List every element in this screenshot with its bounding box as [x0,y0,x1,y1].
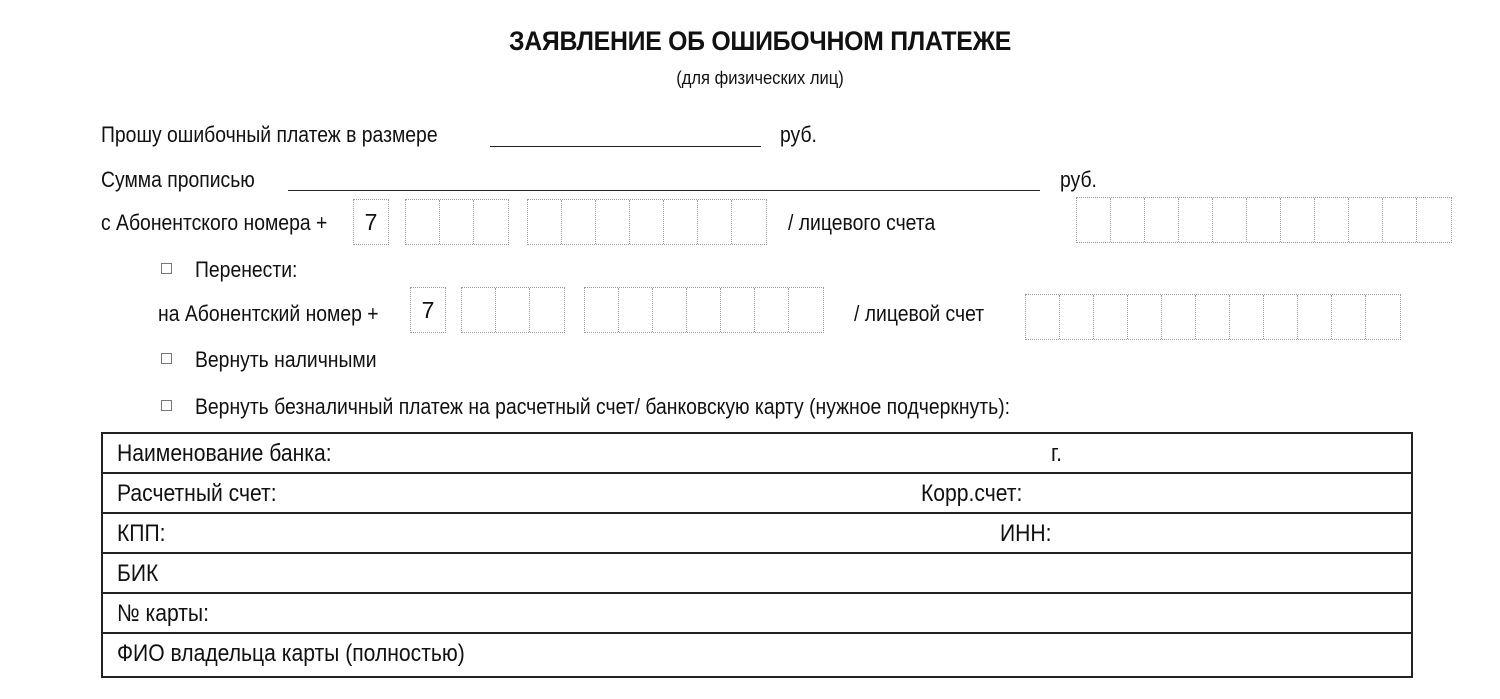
digit-cell[interactable] [1213,198,1247,242]
bank-city-label: г. [1051,440,1062,467]
digit-cell[interactable] [1298,295,1332,339]
digit-cell[interactable] [789,288,823,332]
digit-cell[interactable] [462,288,496,332]
bank-card-label: № карты: [117,600,209,627]
digit-cell[interactable] [1179,198,1213,242]
from-account-digits[interactable] [1076,197,1452,243]
digit-cell[interactable] [664,200,698,244]
digit-cell[interactable] [619,288,653,332]
from-number-label: с Абонентского номера + [101,210,328,235]
amount-input[interactable] [490,146,761,147]
digit-cell[interactable] [1332,295,1366,339]
digit-cell[interactable] [1162,295,1196,339]
amount-label: Прошу ошибочный платеж в размере [101,122,438,147]
bank-card-row[interactable] [103,594,1411,634]
digit-cell[interactable] [1417,198,1451,242]
bank-details-table [101,432,1413,678]
to-prefix-cell: 7 [421,296,435,323]
digit-cell[interactable] [562,200,596,244]
digit-cell[interactable] [1196,295,1230,339]
transfer-checkbox[interactable] [161,263,172,274]
digit-cell[interactable] [530,288,564,332]
digit-cell[interactable] [1145,198,1179,242]
to-operator-code[interactable] [461,287,565,333]
digit-cell[interactable] [687,288,721,332]
bank-bik-label: БИК [117,560,159,587]
digit-cell[interactable] [1111,198,1145,242]
amount-words-input[interactable] [288,190,1040,191]
digit-cell[interactable] [406,200,440,244]
digit-cell[interactable] [496,288,530,332]
digit-cell[interactable] [755,288,789,332]
digit-cell[interactable] [1060,295,1094,339]
cash-refund-label: Вернуть наличными [195,347,377,372]
bank-name-label: Наименование банка: [117,440,332,467]
from-operator-code[interactable] [405,199,509,245]
page-subtitle: (для физических лиц) [676,68,844,88]
bank-account-row[interactable] [103,474,1411,514]
digit-cell[interactable] [1366,295,1400,339]
bank-holder-label: ФИО владельца карты (полностью) [117,640,465,667]
bank-corr-label: Корр.счет: [921,480,1023,507]
digit-cell[interactable] [653,288,687,332]
bank-kpp-label: КПП: [117,520,166,547]
digit-cell[interactable] [440,200,474,244]
bank-holder-row[interactable] [103,634,1411,676]
bank-bik-row[interactable] [103,554,1411,594]
from-account-label: / лицевого счета [788,210,936,235]
digit-cell[interactable] [1264,295,1298,339]
bank-name-row[interactable] [103,434,1411,474]
to-number-label: на Абонентский номер + [158,301,379,326]
amount-words-label: Сумма прописью [101,167,255,192]
cashless-refund-label: Вернуть безналичный платеж на расчетный счет/ банковскую карту (нужное подчеркнуть): [195,394,1011,419]
to-account-digits[interactable] [1025,294,1401,340]
digit-cell[interactable] [1349,198,1383,242]
to-number-digits[interactable] [584,287,824,333]
digit-cell[interactable] [1383,198,1417,242]
digit-cell[interactable] [585,288,619,332]
digit-cell[interactable] [630,200,664,244]
digit-cell[interactable] [474,200,508,244]
digit-cell[interactable] [1315,198,1349,242]
bank-kpp-row[interactable] [103,514,1411,554]
transfer-label: Перенести: [195,257,298,282]
digit-cell[interactable] [1247,198,1281,242]
digit-cell[interactable] [1128,295,1162,339]
cashless-refund-checkbox[interactable] [161,400,172,411]
cash-refund-checkbox[interactable] [161,353,172,364]
page-title: ЗАЯВЛЕНИЕ ОБ ОШИБОЧНОМ ПЛАТЕЖЕ [508,26,1012,56]
from-prefix-cell: 7 [364,208,378,235]
to-country-code [410,287,446,333]
to-account-label: / лицевой счет [854,301,985,326]
from-country-code [353,199,389,245]
from-number-digits[interactable] [527,199,767,245]
digit-cell[interactable] [1230,295,1264,339]
digit-cell[interactable] [721,288,755,332]
digit-cell[interactable] [528,200,562,244]
digit-cell[interactable] [596,200,630,244]
amount-words-unit: руб. [1060,167,1097,192]
digit-cell[interactable] [1094,295,1128,339]
bank-account-label: Расчетный счет: [117,480,277,507]
digit-cell[interactable] [1281,198,1315,242]
digit-cell[interactable] [1077,198,1111,242]
digit-cell[interactable] [1026,295,1060,339]
amount-unit: руб. [780,122,817,147]
digit-cell[interactable] [698,200,732,244]
bank-inn-label: ИНН: [1000,520,1052,547]
digit-cell[interactable] [732,200,766,244]
